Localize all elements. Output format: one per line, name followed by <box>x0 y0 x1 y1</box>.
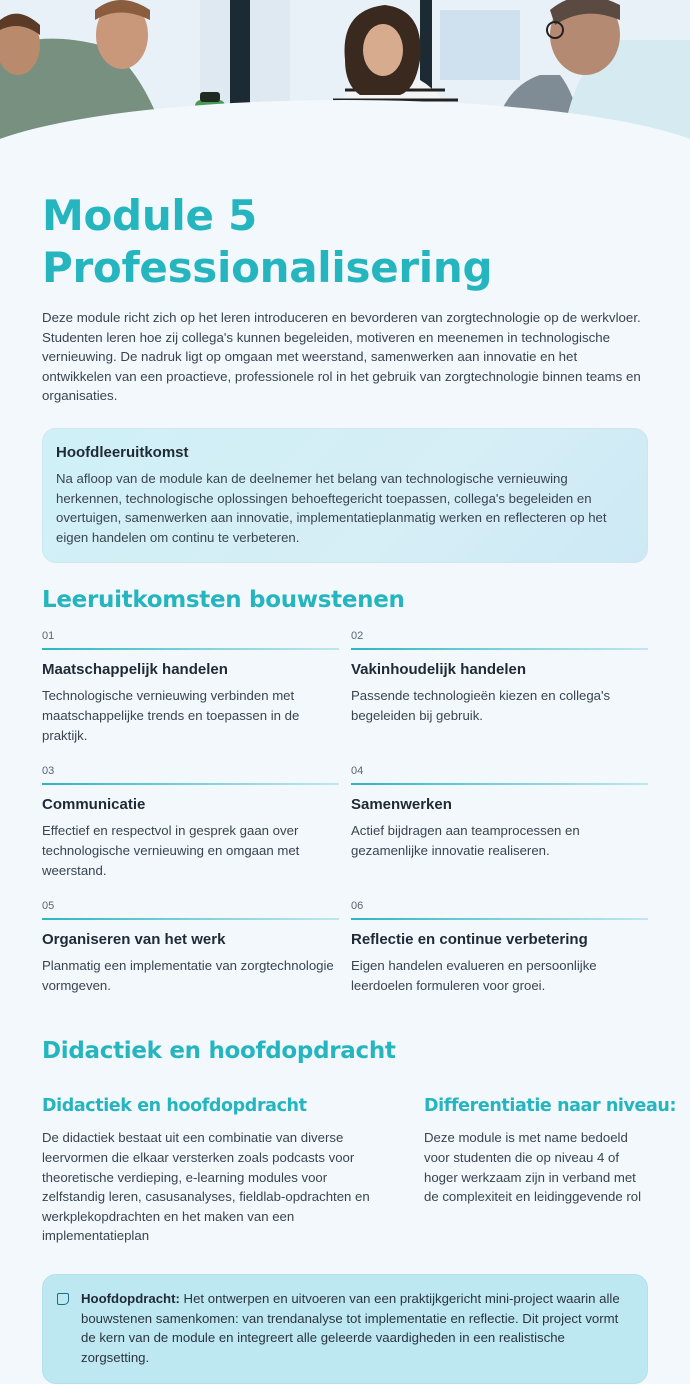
intro-paragraph: Deze module richt zich op het leren introduceren en bevorderen van zorgtechnologie op de werkvloer. Studenten leren hoe zij collega's kunnen begeleiden, motiveren en meenemen in technologische vernieuwing. De nadruk ligt op omgaan met weerstand, samenwerken aan innovatie en het ontwikkelen van een proactieve, professionele rol in het gebruik van zorgtechnologie binnen teams en organisaties. <box>42 310 641 404</box>
block-title: Reflectie en continue verbetering <box>351 931 588 949</box>
block-divider <box>351 918 648 920</box>
differentiation-text: Deze module is met name bedoeld voor studenten die op niveau 4 of hoger werkzaam zijn in verband met de complexiteit en leidinggevende rol <box>424 1130 642 1205</box>
block-divider <box>42 918 339 920</box>
block-title: Communicatie <box>42 796 146 814</box>
block-number: 03 <box>42 765 55 778</box>
block-text: Technologische vernieuwing verbinden met maatschappelijke trends en toepassen in de praktijk. <box>42 688 300 743</box>
differentiation-subheading: Differentiatie naar niveau: <box>424 1096 677 1117</box>
block-text: Planmatig een implementatie van zorgtechnologie vormgeven. <box>42 958 334 993</box>
block-number: 05 <box>42 900 55 913</box>
didactics-text: De didactiek bestaat uit een combinatie van diverse leervormen die elkaar versterken zoals podcasts voor theoretische verdieping, e-learning modules voor zelfstandig leren, casusanalyses, fieldlab-opdrachten en werkplekopdrachten en het maken van een implementatieplan <box>42 1130 370 1244</box>
block-text: Actief bijdragen aan teamprocessen en gezamenlijke innovatie realiseren. <box>351 823 580 858</box>
didactics-heading: Didactiek en hoofdopdracht <box>42 1038 396 1065</box>
building-block <box>42 899 339 1034</box>
block-text: Passende technologieën kiezen en collega's begeleiden bij gebruik. <box>351 688 611 723</box>
page-title: Module 5 Professionalisering <box>42 191 493 292</box>
block-divider <box>42 783 339 785</box>
differentiation-column <box>424 1094 677 1246</box>
main-outcome-title: Hoofdleeruitkomst <box>56 443 189 461</box>
block-title: Maatschappelijk handelen <box>42 661 228 679</box>
building-blocks-heading: Leeruitkomsten bouwstenen <box>42 587 405 614</box>
block-number: 01 <box>42 630 55 643</box>
building-blocks-grid <box>42 629 648 1034</box>
block-title: Samenwerken <box>351 796 452 814</box>
main-assignment-card <box>42 1274 648 1384</box>
block-divider <box>351 648 648 650</box>
main-outcome-text: Na afloop van de module kan de deelnemer het belang van technologische vernieuwing herkennen, technologische oplossingen behoeftegericht toepassen, collega's begeleiden en overtuigen, samenwerken aan innovatie, implementatieplanmatig werken en reflecteren op het eigen handelen om continu te verbeteren. <box>56 470 607 545</box>
note-icon <box>57 1293 69 1305</box>
didactics-column <box>42 1094 392 1246</box>
building-block <box>351 629 648 764</box>
block-number: 02 <box>351 630 364 643</box>
main-outcome-card <box>42 428 648 563</box>
main-assignment-label: Hoofdopdracht: <box>81 1290 180 1306</box>
main-assignment-body: Het ontwerpen en uitvoeren van een praktijkgericht mini-project waarin alle bouwstenen samenkomen: van trendanalyse tot implementatie en reflectie. Dit project vormt de kern van de module en integreert alle geleerde vaardigheden in een realistische zorgsetting. <box>81 1290 620 1365</box>
block-number: 04 <box>351 765 364 778</box>
didactics-subheading: Didactiek en hoofdopdracht <box>42 1096 307 1117</box>
building-block <box>42 764 339 899</box>
block-text: Eigen handelen evalueren en persoonlijke leerdoelen formuleren voor groei. <box>351 958 597 993</box>
block-text: Effectief en respectvol in gesprek gaan over technologische vernieuwing en omgaan met weerstand. <box>42 823 300 878</box>
didactics-columns <box>42 1094 677 1246</box>
main-content <box>0 190 690 1384</box>
block-divider <box>351 783 648 785</box>
block-number: 06 <box>351 900 364 913</box>
building-block <box>351 899 648 1034</box>
block-divider <box>42 648 339 650</box>
hero-image <box>0 0 690 160</box>
block-title: Vakinhoudelijk handelen <box>351 661 527 679</box>
block-title: Organiseren van het werk <box>42 931 226 949</box>
building-block <box>351 764 648 899</box>
building-block <box>42 629 339 764</box>
main-assignment-text <box>81 1289 629 1367</box>
